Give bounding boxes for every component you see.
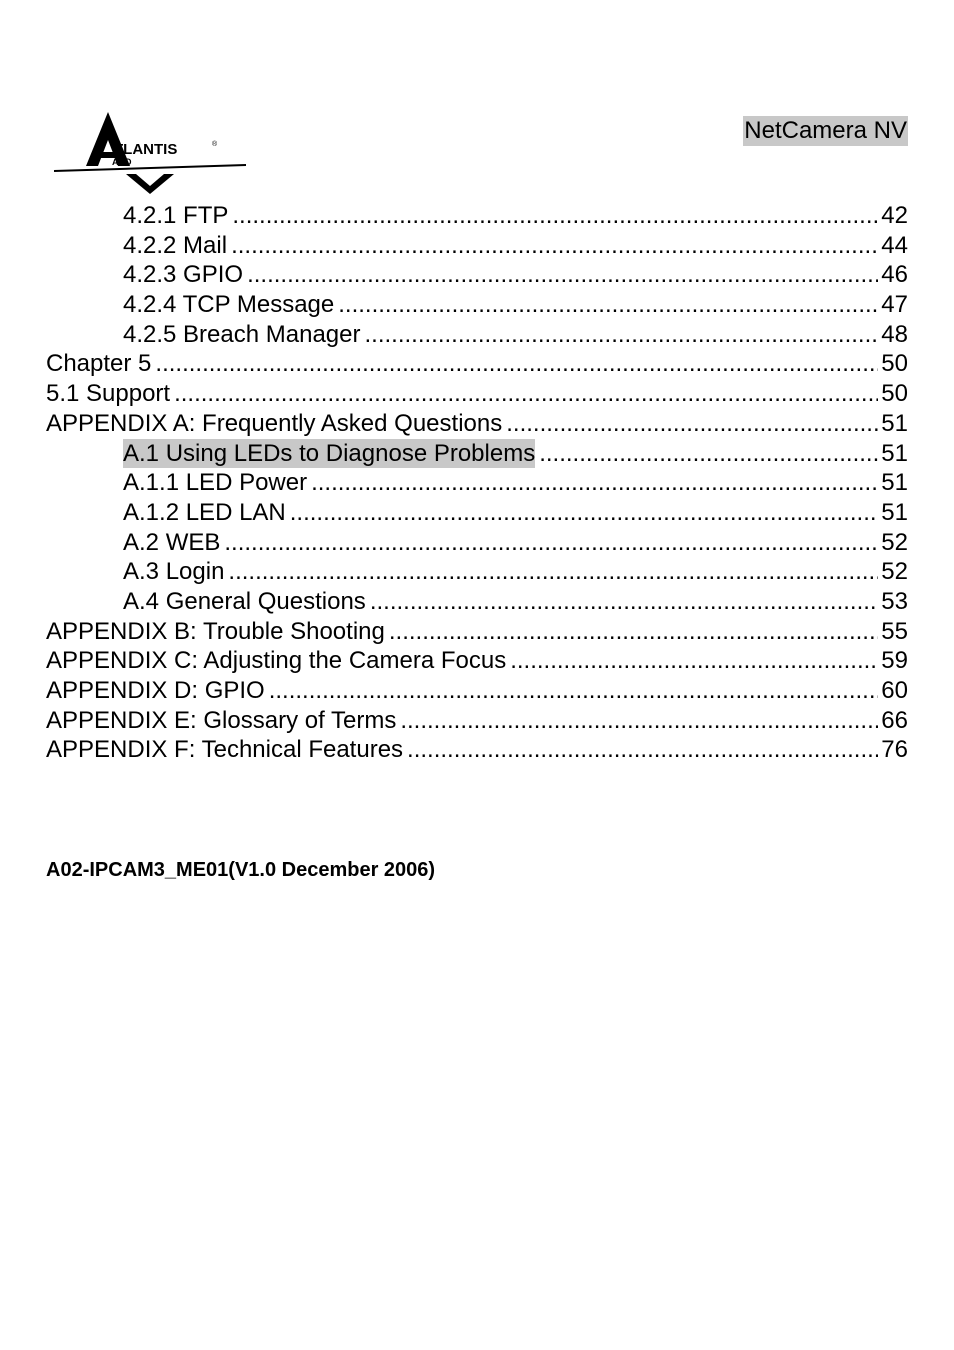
toc-entry-label: 4.2.5 Breach Manager [123, 320, 361, 348]
toc-entry-page: 48 [881, 320, 908, 348]
svg-text:®: ® [212, 141, 218, 148]
toc-entry[interactable] [46, 735, 908, 765]
toc-entry-page: 51 [881, 498, 908, 526]
atlantis-land-logo [52, 108, 248, 198]
toc-entry-page: 44 [881, 231, 908, 259]
toc-dot-leader [155, 349, 878, 379]
toc-entry-label: 4.2.1 FTP [123, 202, 229, 229]
toc-dot-leader [400, 706, 878, 736]
toc-entry-page: 66 [881, 706, 908, 734]
toc-entry[interactable] [46, 557, 908, 587]
toc-entry-label: APPENDIX F: Technical Features [46, 736, 404, 764]
toc-dot-leader [231, 231, 878, 261]
toc-entry[interactable] [46, 498, 908, 528]
toc-entry-label: A.2 WEB [123, 528, 221, 556]
toc-dot-leader [407, 735, 878, 765]
toc-dot-leader [364, 320, 878, 350]
toc-entry-label: A.4 General Questions [123, 587, 366, 615]
toc-entry-label: 4.2.2 Mail [123, 231, 228, 259]
toc-entry[interactable] [46, 320, 908, 350]
toc-entry[interactable] [46, 676, 908, 706]
toc-dot-leader [228, 557, 878, 587]
toc-dot-leader [247, 260, 878, 290]
toc-dot-leader [539, 439, 878, 469]
toc-entry-label: APPENDIX D: GPIO [46, 677, 265, 704]
toc-dot-leader [389, 617, 878, 647]
toc-entry-page: 51 [881, 469, 908, 497]
toc-entry-page: 42 [881, 202, 908, 229]
toc-entry-page: 55 [881, 617, 908, 645]
toc-dot-leader [506, 409, 878, 439]
toc-entry-page: 52 [881, 558, 908, 586]
toc-dot-leader [311, 468, 878, 498]
svg-text:TLANTIS: TLANTIS [114, 141, 178, 158]
toc-entry[interactable] [46, 290, 908, 320]
toc-entry[interactable] [46, 379, 908, 409]
toc-entry-label: APPENDIX C: Adjusting the Camera Focus [46, 647, 507, 675]
toc-entry[interactable] [46, 260, 908, 290]
svg-text:AND: AND [112, 157, 132, 167]
toc-entry[interactable] [46, 468, 908, 498]
toc-entry-page: 53 [881, 587, 908, 615]
toc-entry-page: 60 [881, 677, 908, 704]
toc-entry-page: 76 [881, 736, 908, 764]
toc-dot-leader [510, 646, 878, 676]
toc-entry-label: Chapter 5 [46, 350, 152, 378]
toc-entry[interactable] [46, 349, 908, 379]
toc-entry-label: APPENDIX E: Glossary of Terms [46, 706, 397, 734]
toc-entry[interactable] [46, 706, 908, 736]
toc-entry-page: 46 [881, 261, 908, 289]
toc-dot-leader [370, 587, 878, 617]
toc-entry-page: 51 [881, 439, 908, 467]
toc-entry-label: APPENDIX B: Trouble Shooting [46, 617, 385, 645]
toc-entry-label: 4.2.4 TCP Message [123, 291, 335, 319]
toc-dot-leader [232, 201, 878, 231]
toc-entry-label: 4.2.3 GPIO [123, 261, 244, 289]
toc-dot-leader [174, 379, 878, 409]
logo-graphic [52, 108, 248, 198]
toc-entry-page: 52 [881, 528, 908, 556]
toc-entry[interactable] [46, 646, 908, 676]
toc-dot-leader [269, 676, 879, 706]
toc-entry-page: 50 [881, 380, 908, 408]
toc-entry-page: 59 [881, 647, 908, 675]
toc-entry-label: A.1.1 LED Power [123, 469, 308, 497]
toc-entry[interactable] [46, 587, 908, 617]
toc-entry-label: 5.1 Support [46, 380, 171, 408]
document-title: NetCamera NV [744, 117, 907, 144]
toc-entry[interactable] [46, 439, 908, 469]
toc-entry[interactable] [46, 409, 908, 439]
toc-entry-label: A.3 Login [123, 558, 225, 586]
toc-entry-page: 50 [881, 350, 908, 378]
table-of-contents [46, 201, 908, 765]
document-code: A02-IPCAM3_ME01(V1.0 December 2006) [46, 859, 436, 881]
toc-entry[interactable] [46, 617, 908, 647]
toc-dot-leader [290, 498, 879, 528]
toc-entry[interactable] [46, 231, 908, 261]
toc-entry-page: 47 [881, 291, 908, 319]
toc-entry-label: A.1 Using LEDs to Diagnose Problems [123, 439, 536, 467]
toc-entry-page: 51 [881, 409, 908, 437]
toc-entry[interactable] [46, 201, 908, 231]
toc-dot-leader [224, 528, 878, 558]
toc-dot-leader [338, 290, 878, 320]
toc-entry[interactable] [46, 528, 908, 558]
toc-entry-label: APPENDIX A: Frequently Asked Questions [46, 409, 503, 437]
toc-entry-label: A.1.2 LED LAN [123, 498, 286, 526]
